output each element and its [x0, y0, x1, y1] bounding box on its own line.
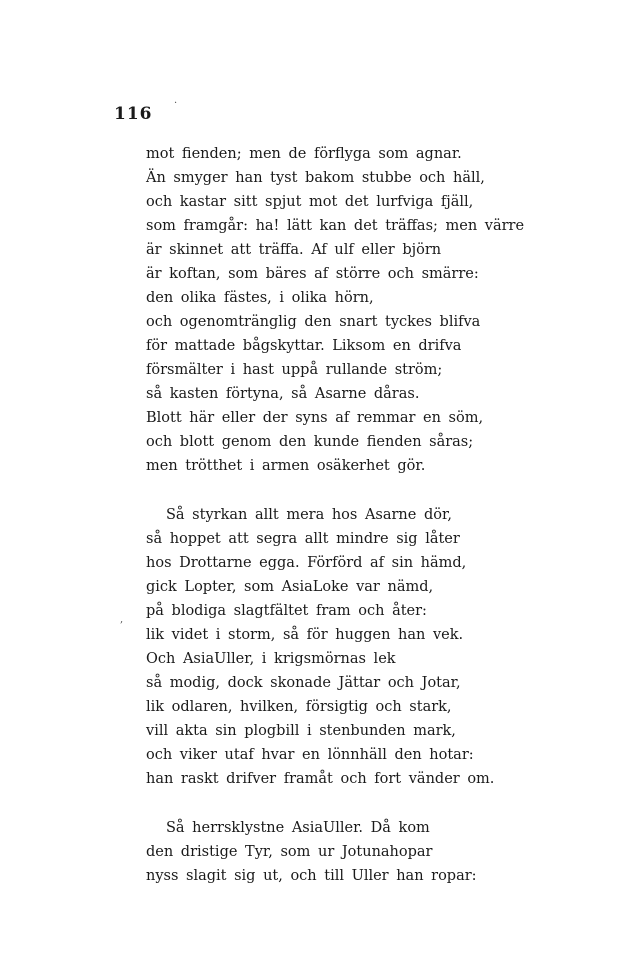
verse-line: och viker utaf hvar en lönnhäll den hotar:	[146, 747, 474, 763]
verse-line: lik videt i storm, så för huggen han vek.	[146, 627, 464, 643]
verse-line: så modig, dock skonade Jättar och Jotar,	[146, 675, 461, 691]
verse-line: den dristige Tyr, som ur Jotunahopar	[146, 844, 433, 860]
speck-mark: ·	[174, 98, 178, 109]
verse-line: Så herrsklystne AsiaUller. Då kom	[166, 820, 430, 836]
margin-mark: ,	[120, 614, 124, 625]
verse-line: vill akta sin plogbill i stenbunden mark,	[146, 723, 456, 739]
verse-line: den olika fästes, i olika hörn,	[146, 290, 374, 306]
poem-text	[146, 142, 616, 913]
verse-line: som framgår: ha! lätt kan det träffas; men värre	[146, 218, 525, 234]
verse-line: men trötthet i armen osäkerhet gör.	[146, 458, 426, 474]
verse-line: och ogenomtränglig den snart tyckes blifva	[146, 314, 481, 330]
verse-line: så kasten förtyna, så Asarne dåras.	[146, 386, 420, 402]
verse-line: och blott genom den kunde fienden såras;	[146, 434, 474, 450]
stanza-1	[146, 142, 616, 478]
verse-line: Så styrkan allt mera hos Asarne dör,	[166, 507, 452, 523]
verse-line: lik odlaren, hvilken, försigtig och stark,	[146, 699, 452, 715]
page-number: 116	[114, 104, 153, 124]
verse-line: han raskt drifver framåt och fort vänder om.	[146, 771, 495, 787]
verse-line: Än smyger han tyst bakom stubbe och häll,	[146, 170, 485, 186]
verse-line: för mattade bågskyttar. Liksom en drifva	[146, 338, 462, 354]
stanza-3	[146, 816, 616, 888]
verse-line: och kastar sitt spjut mot det lurfviga fjäll,	[146, 194, 474, 210]
verse-line: nyss slagit sig ut, och till Uller han ropar:	[146, 868, 477, 884]
verse-line: är skinnet att träffa. Af ulf eller björn	[146, 242, 442, 258]
stanza-2	[146, 503, 616, 791]
verse-line: Och AsiaUller, i krigsmörnas lek	[146, 651, 396, 667]
verse-line: mot fienden; men de förflyga som agnar.	[146, 146, 462, 162]
verse-line: gick Lopter, som AsiaLoke var nämd,	[146, 579, 434, 595]
verse-line: försmälter i hast uppå rullande ström;	[146, 362, 443, 378]
verse-line: Blott här eller der syns af remmar en söm,	[146, 410, 484, 426]
verse-line: hos Drottarne egga. Förförd af sin hämd,	[146, 555, 467, 571]
verse-line: på blodiga slagtfältet fram och åter:	[146, 603, 427, 619]
verse-line: så hoppet att segra allt mindre sig låter	[146, 531, 460, 547]
verse-line: är koftan, som bäres af större och smärre:	[146, 266, 479, 282]
